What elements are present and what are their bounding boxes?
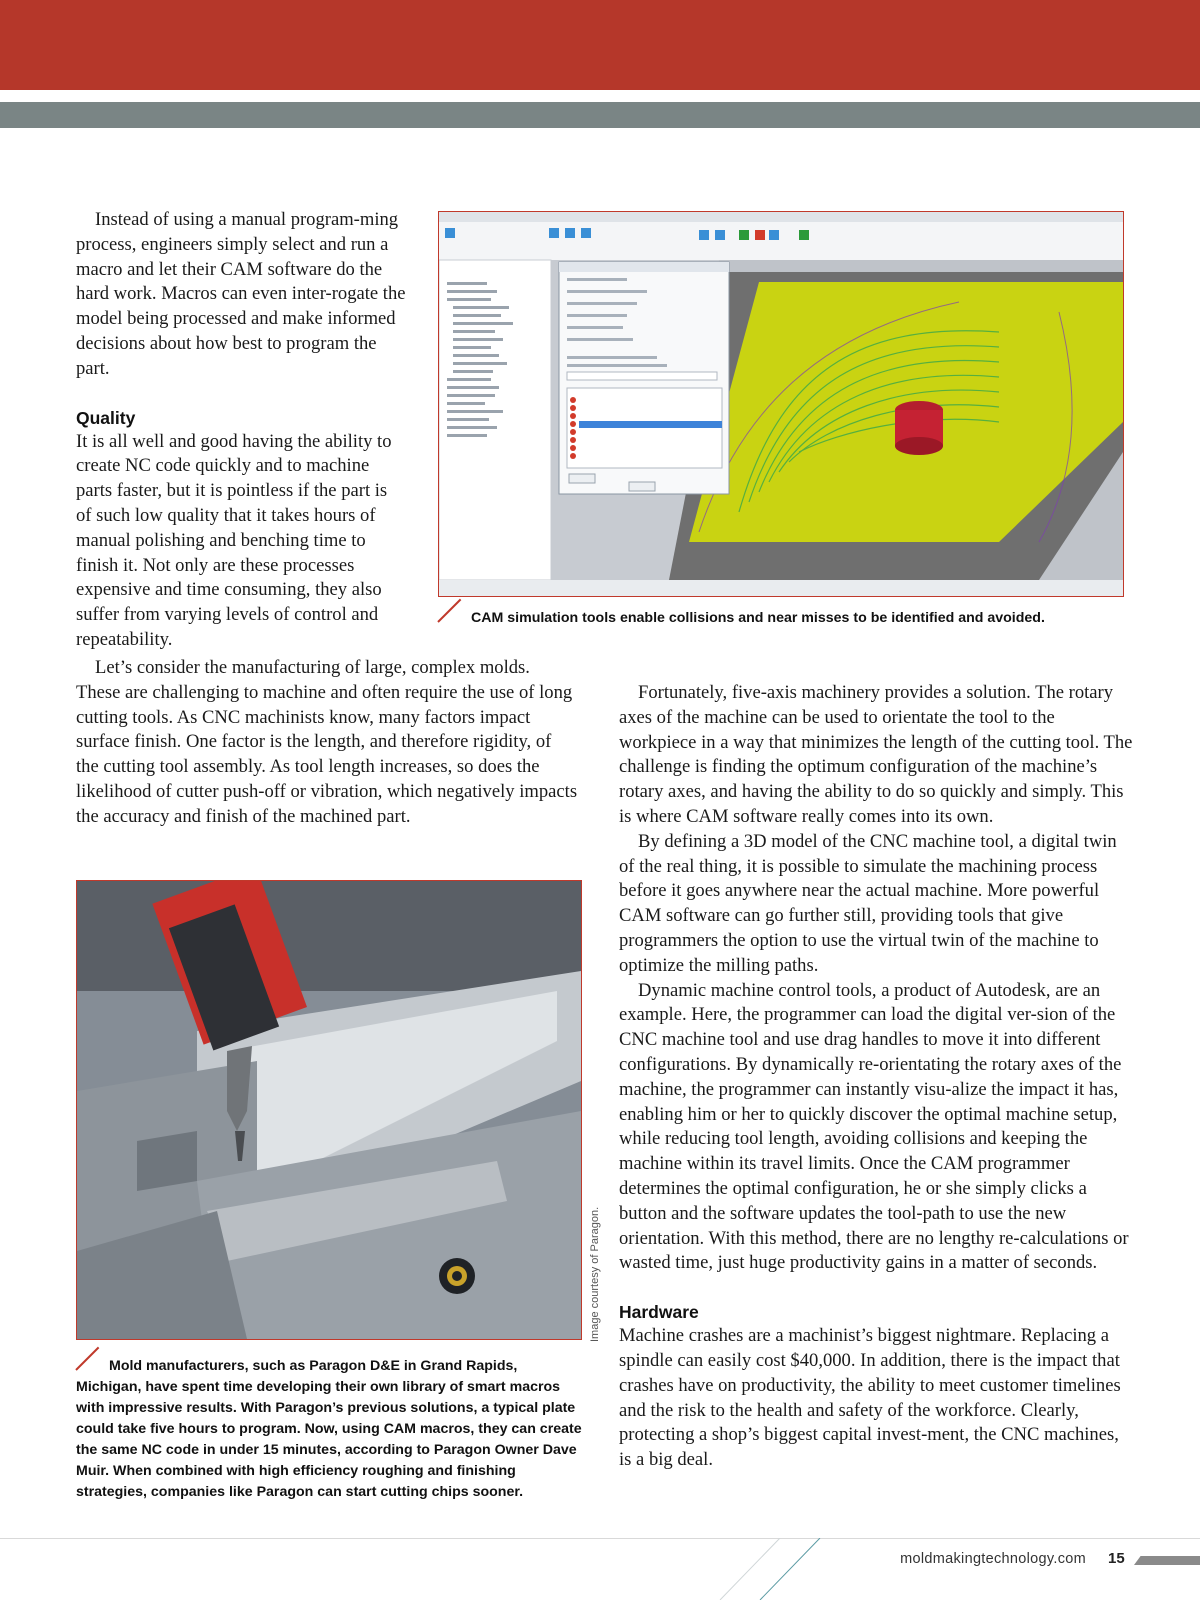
header-red-band (0, 0, 1200, 90)
header-grey-band (0, 102, 1200, 128)
dynamic-control-paragraph: Dynamic machine control tools, a product of Autodesk, are an example. Here, the programmer can load the digital ver-sion of the CNC machine tool and use drag handles to move it into different configurations. By dynamically re-orientating the rotary axes of the machine, the programmer can instantly visu-alize the impact it has, enabling him or her to quickly discover the optimal machine setup, while reducing tool length, avoiding collisions and keeping the machine within its travel limits. Once the CAM programmer determines the optimal configuration, he or she simply clicks a button and the software updates the tool-path to use the new orientation. With this method, there are no lengthy re-calculations or wasted time, just huge productivity gains in a matter of seconds. (619, 979, 1129, 1274)
photo-credit: Image courtesy of Paragon. (589, 1206, 601, 1342)
digital-twin-paragraph: By defining a 3D model of the CNC machine tool, a digital twin of the real thing, it is possible to simulate the machining process before it goes anywhere near the actual machine. More powerful CAM software can go further still, providing tools that give programmers the option to use the virtual twin of the machine to optimize the milling paths. (619, 830, 1117, 976)
footer-website[interactable]: moldmakingtechnology.com (900, 1551, 1086, 1567)
intro-paragraph: Instead of using a manual program-ming process, engineers simply select and run a macro and let their CAM software do the hard work. Macros can even inter-rogate the model being processed and make informed decisions about how best to program the part. (76, 209, 406, 379)
hardware-heading: Hardware (619, 1302, 699, 1323)
cam-screenshot-image (439, 212, 1123, 596)
molds-paragraph: Let’s consider the manufacturing of large, complex molds. These are challenging to machine and often require the use of long cutting tools. As CNC machinists know, many factors impact surface finish. One factor is the length, and therefore rigidity, of the cutting tool assembly. As tool length increases, so does the likelihood of cutter push-off or vibration, which negatively impacts the accuracy and finish of the machined part. (76, 657, 578, 827)
mold-caption (76, 1356, 586, 1503)
cam-caption-marker (437, 599, 461, 623)
footer-tab (1134, 1556, 1200, 1565)
footer-rule (0, 1538, 1200, 1539)
right-column-text (619, 681, 1135, 1473)
footer-decoration (700, 1538, 840, 1600)
mold-caption-text: Mold manufacturers, such as Paragon D&E in Grand Rapids, Michigan, have spent time developing their own library of smart macros with impressive results. With Paragon’s previous solutions, a typical plate could take five hours to program. Now, using CAM macros, they can create the same NC code in under 15 minutes, according to Paragon Owner Dave Muir. When combined with high efficiency roughing and finishing strategies, companies like Paragon can start cutting chips sooner. (76, 1358, 582, 1500)
page-number: 15 (1108, 1550, 1125, 1567)
mold-photo-figure (76, 880, 582, 1340)
fiveaxis-paragraph: Fortunately, five-axis machinery provides a solution. The rotary axes of the machine can be used to orientate the tool to the workpiece in a way that minimizes the length of the cutting tool. The challenge is finding the optimum configuration of the machine’s rotary axes, and having the ability to do so quickly and simply. This is where CAM software really comes into its own. (619, 682, 1133, 827)
hardware-paragraph: Machine crashes are a machinist’s biggest nightmare. Replacing a spindle can easily cost $40,000. In addition, there is the impact that crashes have on productivity, the ability to meet customer timelines and the risk to the health and safety of the workforce. Clearly, protecting a shop’s biggest capital invest-ment, the CNC machines, is a big deal. (619, 1325, 1121, 1471)
mold-photo-image (77, 881, 581, 1339)
cam-screenshot-figure (438, 211, 1124, 597)
cam-caption: CAM simulation tools enable collisions and near misses to be identified and avoided. (471, 610, 1045, 626)
left-column-text (76, 208, 411, 653)
left-column-text-wide (76, 656, 578, 830)
quality-heading: Quality (76, 407, 136, 428)
quality-paragraph: It is all well and good having the ability to create NC code quickly and to machine parts faster, but it is pointless if the part is of such low quality that it takes hours of manual polishing and benching time to finish it. Not only are these processes expensive and time consuming, they also suffer from varying levels of control and repeatability. (76, 430, 392, 650)
